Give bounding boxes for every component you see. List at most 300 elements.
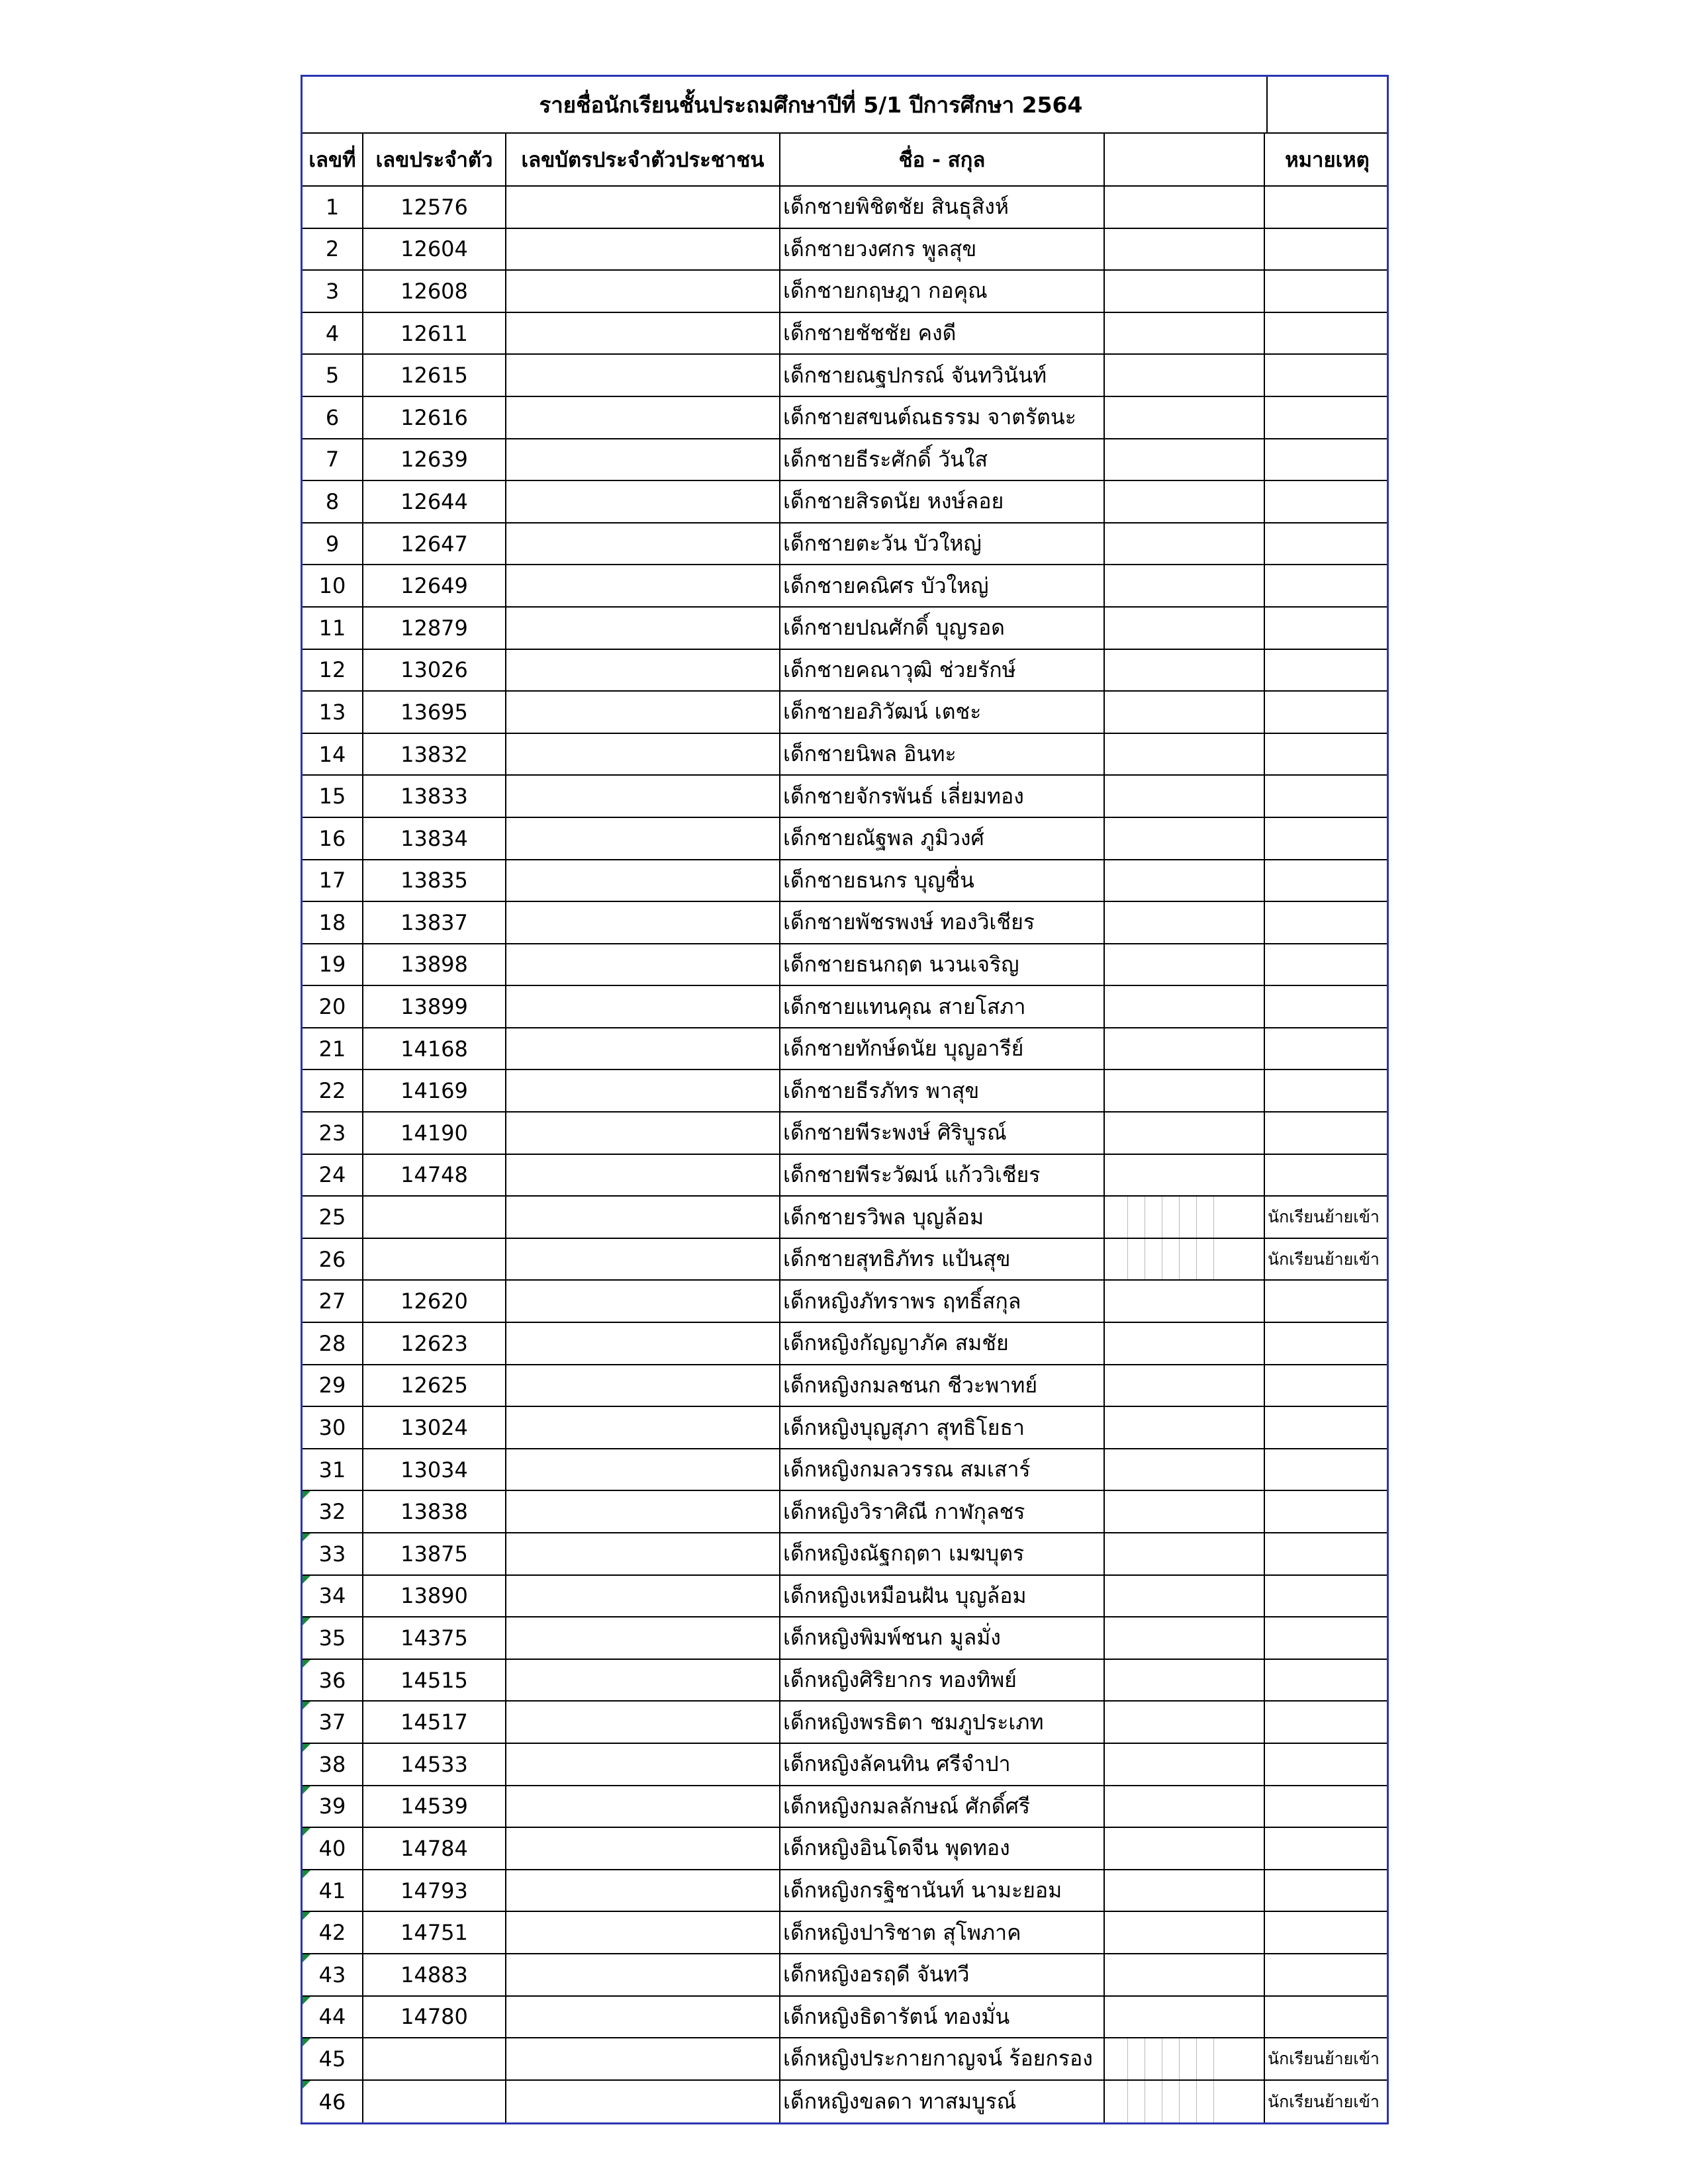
cell-marker-icon xyxy=(303,1912,310,1920)
table-row xyxy=(303,565,1387,608)
table-body xyxy=(303,187,1387,2122)
blank-cell xyxy=(1105,1576,1265,1617)
national-id xyxy=(506,2081,780,2123)
student-name: เด็กชายจักรพันธ์ เลี่ยมทอง xyxy=(780,776,1105,817)
student-name: เด็กชายณัฐพล ภูมิวงศ์ xyxy=(780,818,1105,859)
row-number: 12 xyxy=(303,650,363,691)
title-end-cell xyxy=(1268,77,1387,132)
header-national-id: เลขบัตรประจำตัวประชาชน xyxy=(506,134,780,185)
national-id xyxy=(506,1954,780,1995)
row-number: 18 xyxy=(303,902,363,943)
row-number: 8 xyxy=(303,481,363,522)
row-number: 11 xyxy=(303,608,363,649)
national-id xyxy=(506,1912,780,1953)
row-number: 31 xyxy=(303,1449,363,1490)
student-id: 14883 xyxy=(363,1954,506,1995)
row-number: 28 xyxy=(303,1323,363,1364)
student-id: 12604 xyxy=(363,229,506,270)
blank-cell xyxy=(1105,986,1265,1027)
student-id: 12615 xyxy=(363,355,506,396)
blank-cell xyxy=(1105,397,1265,438)
national-id xyxy=(506,397,780,438)
student-name: เด็กหญิงกมลวรรณ สมเสาร์ xyxy=(780,1449,1105,1490)
national-id xyxy=(506,1197,780,1238)
table-row xyxy=(303,1407,1387,1449)
student-id: 14539 xyxy=(363,1786,506,1827)
national-id xyxy=(506,608,780,649)
cell-marker-icon xyxy=(303,1744,310,1752)
note-cell xyxy=(1265,397,1387,438)
table-row xyxy=(303,1576,1387,1618)
row-number: 26 xyxy=(303,1239,363,1280)
student-id: 14751 xyxy=(363,1912,506,1953)
national-id xyxy=(506,2038,780,2079)
table-row xyxy=(303,397,1387,439)
table-row xyxy=(303,1786,1387,1829)
student-id: 12879 xyxy=(363,608,506,649)
national-id xyxy=(506,1281,780,1322)
row-number: 35 xyxy=(303,1617,363,1659)
note-cell xyxy=(1265,1449,1387,1490)
row-number: 37 xyxy=(303,1702,363,1743)
table-row xyxy=(303,229,1387,271)
student-name: เด็กหญิงกัญญาภัค สมชัย xyxy=(780,1323,1105,1364)
note-cell xyxy=(1265,1744,1387,1785)
cell-marker-icon xyxy=(303,1870,310,1878)
table-title: รายชื่อนักเรียนชั้นประถมศึกษาปีที่ 5/1 ปีการศึกษา 2564 xyxy=(303,77,1268,132)
national-id xyxy=(506,1617,780,1659)
row-number: 32 xyxy=(303,1491,363,1532)
table-row xyxy=(303,692,1387,734)
blank-cell xyxy=(1105,565,1265,606)
header-row xyxy=(303,134,1387,187)
header-no: เลขที่ xyxy=(303,134,363,185)
note-cell xyxy=(1265,860,1387,901)
row-number: 41 xyxy=(303,1870,363,1911)
student-name: เด็กชายวงศกร พูลสุข xyxy=(780,229,1105,270)
student-name: เด็กหญิงกมลชนก ชีวะพาทย์ xyxy=(780,1365,1105,1406)
national-id xyxy=(506,313,780,354)
blank-cell xyxy=(1105,1533,1265,1574)
student-id: 12625 xyxy=(363,1365,506,1406)
table-row xyxy=(303,1028,1387,1071)
cell-marker-icon xyxy=(303,1702,310,1709)
note-cell xyxy=(1265,1533,1387,1574)
student-name: เด็กหญิงอรฤดี จันทวี xyxy=(780,1954,1105,1995)
student-name: เด็กชายสิรดนัย หงษ์ลอย xyxy=(780,481,1105,522)
note-cell xyxy=(1265,1954,1387,1995)
note-cell xyxy=(1265,355,1387,396)
student-name: เด็กชายสุทธิภัทร แป้นสุข xyxy=(780,1239,1105,1280)
row-number: 4 xyxy=(303,313,363,354)
row-number: 13 xyxy=(303,692,363,733)
blank-cell xyxy=(1105,1702,1265,1743)
blank-cell xyxy=(1105,1239,1265,1280)
blank-cell xyxy=(1105,1786,1265,1827)
blank-cell xyxy=(1105,608,1265,649)
student-id: 12649 xyxy=(363,565,506,606)
table-row xyxy=(303,1997,1387,2039)
national-id xyxy=(506,1365,780,1406)
blank-cell xyxy=(1105,1912,1265,1953)
table-row xyxy=(303,2038,1387,2081)
national-id xyxy=(506,1407,780,1448)
row-number: 23 xyxy=(303,1113,363,1154)
student-name: เด็กชายธนกร บุญชื่น xyxy=(780,860,1105,901)
row-number: 34 xyxy=(303,1576,363,1617)
table-row xyxy=(303,1870,1387,1913)
row-number: 6 xyxy=(303,397,363,438)
national-id xyxy=(506,902,780,943)
header-note: หมายเหตุ xyxy=(1285,148,1370,172)
blank-cell xyxy=(1105,1113,1265,1154)
note-cell xyxy=(1265,1365,1387,1406)
note-cell xyxy=(1265,1323,1387,1364)
student-id: 13833 xyxy=(363,776,506,817)
row-number: 19 xyxy=(303,944,363,985)
national-id xyxy=(506,1576,780,1617)
note-cell xyxy=(1265,818,1387,859)
blank-cell xyxy=(1105,1028,1265,1069)
table-row xyxy=(303,776,1387,818)
row-number: 14 xyxy=(303,734,363,775)
row-number: 38 xyxy=(303,1744,363,1785)
national-id xyxy=(506,229,780,270)
student-name: เด็กหญิงศิริยากร ทองทิพย์ xyxy=(780,1660,1105,1701)
blank-cell xyxy=(1105,2038,1265,2079)
national-id xyxy=(506,1113,780,1154)
note-cell xyxy=(1265,1070,1387,1111)
student-name: เด็กชายคณิศร บัวใหญ่ xyxy=(780,565,1105,606)
student-name: เด็กชายนิพล อินทะ xyxy=(780,734,1105,775)
table-row xyxy=(303,271,1387,313)
student-id: 13024 xyxy=(363,1407,506,1448)
student-id: 14748 xyxy=(363,1155,506,1196)
blank-cell xyxy=(1105,1449,1265,1490)
student-name: เด็กชายพิชิตชัย สินธุสิงห์ xyxy=(780,187,1105,228)
blank-cell xyxy=(1105,734,1265,775)
row-number: 5 xyxy=(303,355,363,396)
blank-cell xyxy=(1105,902,1265,943)
national-id xyxy=(506,1155,780,1196)
student-id: 14784 xyxy=(363,1828,506,1869)
header-name: ชื่อ - สกุล xyxy=(780,134,1105,185)
table-row xyxy=(303,1239,1387,1281)
student-id: 14533 xyxy=(363,1744,506,1785)
row-number: 9 xyxy=(303,523,363,565)
title-row xyxy=(303,77,1387,134)
student-name: เด็กหญิงกรฐิชานันท์ นามะยอม xyxy=(780,1870,1105,1911)
national-id xyxy=(506,734,780,775)
student-id: 12576 xyxy=(363,187,506,228)
student-id: 13834 xyxy=(363,818,506,859)
note-cell xyxy=(1265,187,1387,228)
student-name: เด็กชายพีระวัฒน์ แก้ววิเชียร xyxy=(780,1155,1105,1196)
national-id xyxy=(506,776,780,817)
cell-marker-icon xyxy=(303,1533,310,1541)
blank-cell xyxy=(1105,1155,1265,1196)
student-name: เด็กชายธนกฤต นวนเจริญ xyxy=(780,944,1105,985)
student-id: 13695 xyxy=(363,692,506,733)
note-cell xyxy=(1265,1870,1387,1911)
table-row xyxy=(303,1449,1387,1492)
note-cell xyxy=(1265,776,1387,817)
national-id xyxy=(506,1028,780,1069)
student-id: 14168 xyxy=(363,1028,506,1069)
table-row xyxy=(303,523,1387,566)
blank-cell xyxy=(1105,692,1265,733)
cell-marker-icon xyxy=(303,1576,310,1584)
national-id xyxy=(506,650,780,691)
table-row xyxy=(303,1617,1387,1660)
student-name: เด็กหญิงวิราศิณี กาฬกุลชร xyxy=(780,1491,1105,1532)
student-id: 12611 xyxy=(363,313,506,354)
row-number: 46 xyxy=(303,2081,363,2123)
row-number: 44 xyxy=(303,1997,363,2038)
national-id xyxy=(506,860,780,901)
national-id xyxy=(506,271,780,312)
student-id: 13026 xyxy=(363,650,506,691)
row-number: 30 xyxy=(303,1407,363,1448)
student-id: 13890 xyxy=(363,1576,506,1617)
table-row xyxy=(303,902,1387,944)
note-cell xyxy=(1265,1113,1387,1154)
student-name: เด็กชายอภิวัฒน์ เตชะ xyxy=(780,692,1105,733)
blank-cell xyxy=(1105,1997,1265,2038)
student-id: 13034 xyxy=(363,1449,506,1490)
note-cell xyxy=(1265,734,1387,775)
mini-grid xyxy=(1105,1197,1264,1238)
row-number: 39 xyxy=(303,1786,363,1827)
row-number: 1 xyxy=(303,187,363,228)
student-id: 14793 xyxy=(363,1870,506,1911)
row-number: 40 xyxy=(303,1828,363,1869)
row-number: 45 xyxy=(303,2038,363,2079)
cell-marker-icon xyxy=(303,1660,310,1668)
student-id xyxy=(363,1239,506,1280)
table-row xyxy=(303,860,1387,903)
student-id: 14375 xyxy=(363,1617,506,1659)
student-id: 12608 xyxy=(363,271,506,312)
national-id xyxy=(506,1870,780,1911)
student-name: เด็กหญิงบุญสุภา สุทธิโยธา xyxy=(780,1407,1105,1448)
note-cell xyxy=(1265,313,1387,354)
note-cell: นักเรียนย้ายเข้า xyxy=(1268,1207,1380,1227)
table-row xyxy=(303,1365,1387,1408)
note-cell xyxy=(1265,1281,1387,1322)
cell-marker-icon xyxy=(303,1954,310,1962)
student-id: 14515 xyxy=(363,1660,506,1701)
cell-marker-icon xyxy=(303,1491,310,1499)
note-cell: นักเรียนย้ายเข้า xyxy=(1268,2048,1380,2068)
student-name: เด็กชายธีระศักดิ์ วันใส xyxy=(780,439,1105,480)
table-row xyxy=(303,481,1387,523)
row-number: 15 xyxy=(303,776,363,817)
row-number: 29 xyxy=(303,1365,363,1406)
national-id xyxy=(506,1997,780,2038)
student-name: เด็กชายทักษ์ดนัย บุญอารีย์ xyxy=(780,1028,1105,1069)
student-id: 13832 xyxy=(363,734,506,775)
note-cell xyxy=(1265,565,1387,606)
national-id xyxy=(506,818,780,859)
note-cell: นักเรียนย้ายเข้า xyxy=(1268,2091,1380,2111)
note-cell xyxy=(1265,986,1387,1027)
header-student-id: เลขประจำตัว xyxy=(363,134,506,185)
student-name: เด็กชายธีรภัทร พาสุข xyxy=(780,1070,1105,1111)
student-id: 12616 xyxy=(363,397,506,438)
national-id xyxy=(506,1786,780,1827)
row-number: 21 xyxy=(303,1028,363,1069)
row-number: 10 xyxy=(303,565,363,606)
cell-marker-icon xyxy=(303,2038,310,2046)
note-cell xyxy=(1265,1786,1387,1827)
blank-cell xyxy=(1105,187,1265,228)
row-number: 24 xyxy=(303,1155,363,1196)
note-cell xyxy=(1265,1617,1387,1659)
student-name: เด็กหญิงลัคนทิน ศรีจำปา xyxy=(780,1744,1105,1785)
header-blank xyxy=(1105,134,1265,185)
student-id: 13838 xyxy=(363,1491,506,1532)
student-name: เด็กชายปณศักดิ์ บุญรอด xyxy=(780,608,1105,649)
student-id: 13835 xyxy=(363,860,506,901)
student-id xyxy=(363,2081,506,2123)
blank-cell xyxy=(1105,860,1265,901)
student-name: เด็กชายพีระพงษ์ ศิริบูรณ์ xyxy=(780,1113,1105,1154)
student-id: 14190 xyxy=(363,1113,506,1154)
student-name: เด็กชายตะวัน บัวใหญ่ xyxy=(780,523,1105,565)
table-row xyxy=(303,1744,1387,1786)
table-row xyxy=(303,1491,1387,1533)
blank-cell xyxy=(1105,2081,1265,2123)
student-name: เด็กหญิงเหมือนฝัน บุญล้อม xyxy=(780,1576,1105,1617)
national-id xyxy=(506,986,780,1027)
student-name: เด็กชายรวิพล บุญล้อม xyxy=(780,1197,1105,1238)
table-row xyxy=(303,1070,1387,1113)
student-id: 12623 xyxy=(363,1323,506,1364)
table-row xyxy=(303,734,1387,776)
row-number: 16 xyxy=(303,818,363,859)
table-row xyxy=(303,1113,1387,1155)
table-row xyxy=(303,944,1387,987)
blank-cell xyxy=(1105,944,1265,985)
student-name: เด็กชายสขนต์ณธรรม จาตรัตนะ xyxy=(780,397,1105,438)
student-name: เด็กหญิงปาริชาต สุโพภาค xyxy=(780,1912,1105,1953)
blank-cell xyxy=(1105,1828,1265,1869)
blank-cell xyxy=(1105,1660,1265,1701)
row-number: 7 xyxy=(303,439,363,480)
table-row xyxy=(303,2081,1387,2123)
national-id xyxy=(506,187,780,228)
blank-cell xyxy=(1105,313,1265,354)
cell-marker-icon xyxy=(303,1617,310,1625)
cell-marker-icon xyxy=(303,1997,310,2005)
national-id xyxy=(506,1533,780,1574)
student-id: 12647 xyxy=(363,523,506,565)
note-cell xyxy=(1265,1407,1387,1448)
note-cell xyxy=(1265,1660,1387,1701)
student-name: เด็กหญิงณัฐกฤตา เมฆบุตร xyxy=(780,1533,1105,1574)
student-list-table xyxy=(301,75,1389,2124)
note-cell xyxy=(1265,1702,1387,1743)
note-cell xyxy=(1265,944,1387,985)
student-name: เด็กชายณฐปกรณ์ จันทวินันท์ xyxy=(780,355,1105,396)
student-id: 13899 xyxy=(363,986,506,1027)
blank-cell xyxy=(1105,481,1265,522)
table-row xyxy=(303,1954,1387,1997)
table-row xyxy=(303,650,1387,692)
table-row xyxy=(303,313,1387,355)
blank-cell xyxy=(1105,1365,1265,1406)
student-name: เด็กชายชัชชัย คงดี xyxy=(780,313,1105,354)
mini-grid xyxy=(1105,2081,1264,2123)
blank-cell xyxy=(1105,1197,1265,1238)
row-number: 20 xyxy=(303,986,363,1027)
blank-cell xyxy=(1105,1491,1265,1532)
student-id xyxy=(363,1197,506,1238)
student-id: 12639 xyxy=(363,439,506,480)
note-cell xyxy=(1265,650,1387,691)
note-cell xyxy=(1265,1491,1387,1532)
note-cell xyxy=(1265,1155,1387,1196)
table-row xyxy=(303,355,1387,397)
student-name: เด็กหญิงพิมพ์ชนก มูลมั่ง xyxy=(780,1617,1105,1659)
cell-marker-icon xyxy=(303,1828,310,1836)
national-id xyxy=(506,1323,780,1364)
student-id xyxy=(363,2038,506,2079)
student-id: 13875 xyxy=(363,1533,506,1574)
national-id xyxy=(506,1239,780,1280)
blank-cell xyxy=(1105,1617,1265,1659)
blank-cell xyxy=(1105,355,1265,396)
note-cell: นักเรียนย้ายเข้า xyxy=(1268,1249,1380,1269)
student-name: เด็กหญิงอินโดจีน พุดทอง xyxy=(780,1828,1105,1869)
row-number: 43 xyxy=(303,1954,363,1995)
national-id xyxy=(506,523,780,565)
note-cell xyxy=(1265,1912,1387,1953)
note-cell xyxy=(1265,902,1387,943)
blank-cell xyxy=(1105,1954,1265,1995)
blank-cell xyxy=(1105,229,1265,270)
national-id xyxy=(506,1744,780,1785)
note-cell xyxy=(1265,523,1387,565)
note-cell xyxy=(1265,1997,1387,2038)
blank-cell xyxy=(1105,1407,1265,1448)
student-name: เด็กชายคณาวุฒิ ช่วยรักษ์ xyxy=(780,650,1105,691)
note-cell xyxy=(1265,608,1387,649)
row-number: 42 xyxy=(303,1912,363,1953)
national-id xyxy=(506,944,780,985)
table-row xyxy=(303,1533,1387,1576)
blank-cell xyxy=(1105,1323,1265,1364)
national-id xyxy=(506,1070,780,1111)
note-cell xyxy=(1265,1576,1387,1617)
table-row xyxy=(303,1828,1387,1870)
row-number: 33 xyxy=(303,1533,363,1574)
national-id xyxy=(506,355,780,396)
row-number: 3 xyxy=(303,271,363,312)
student-id: 13898 xyxy=(363,944,506,985)
table-row xyxy=(303,439,1387,482)
cell-marker-icon xyxy=(303,2081,310,2089)
note-cell xyxy=(1265,439,1387,480)
student-name: เด็กหญิงภัทราพร ฤทธิ์สกุล xyxy=(780,1281,1105,1322)
mini-grid xyxy=(1105,2038,1264,2079)
table-row xyxy=(303,1197,1387,1239)
blank-cell xyxy=(1105,776,1265,817)
table-row xyxy=(303,1660,1387,1702)
national-id xyxy=(506,1828,780,1869)
row-number: 27 xyxy=(303,1281,363,1322)
